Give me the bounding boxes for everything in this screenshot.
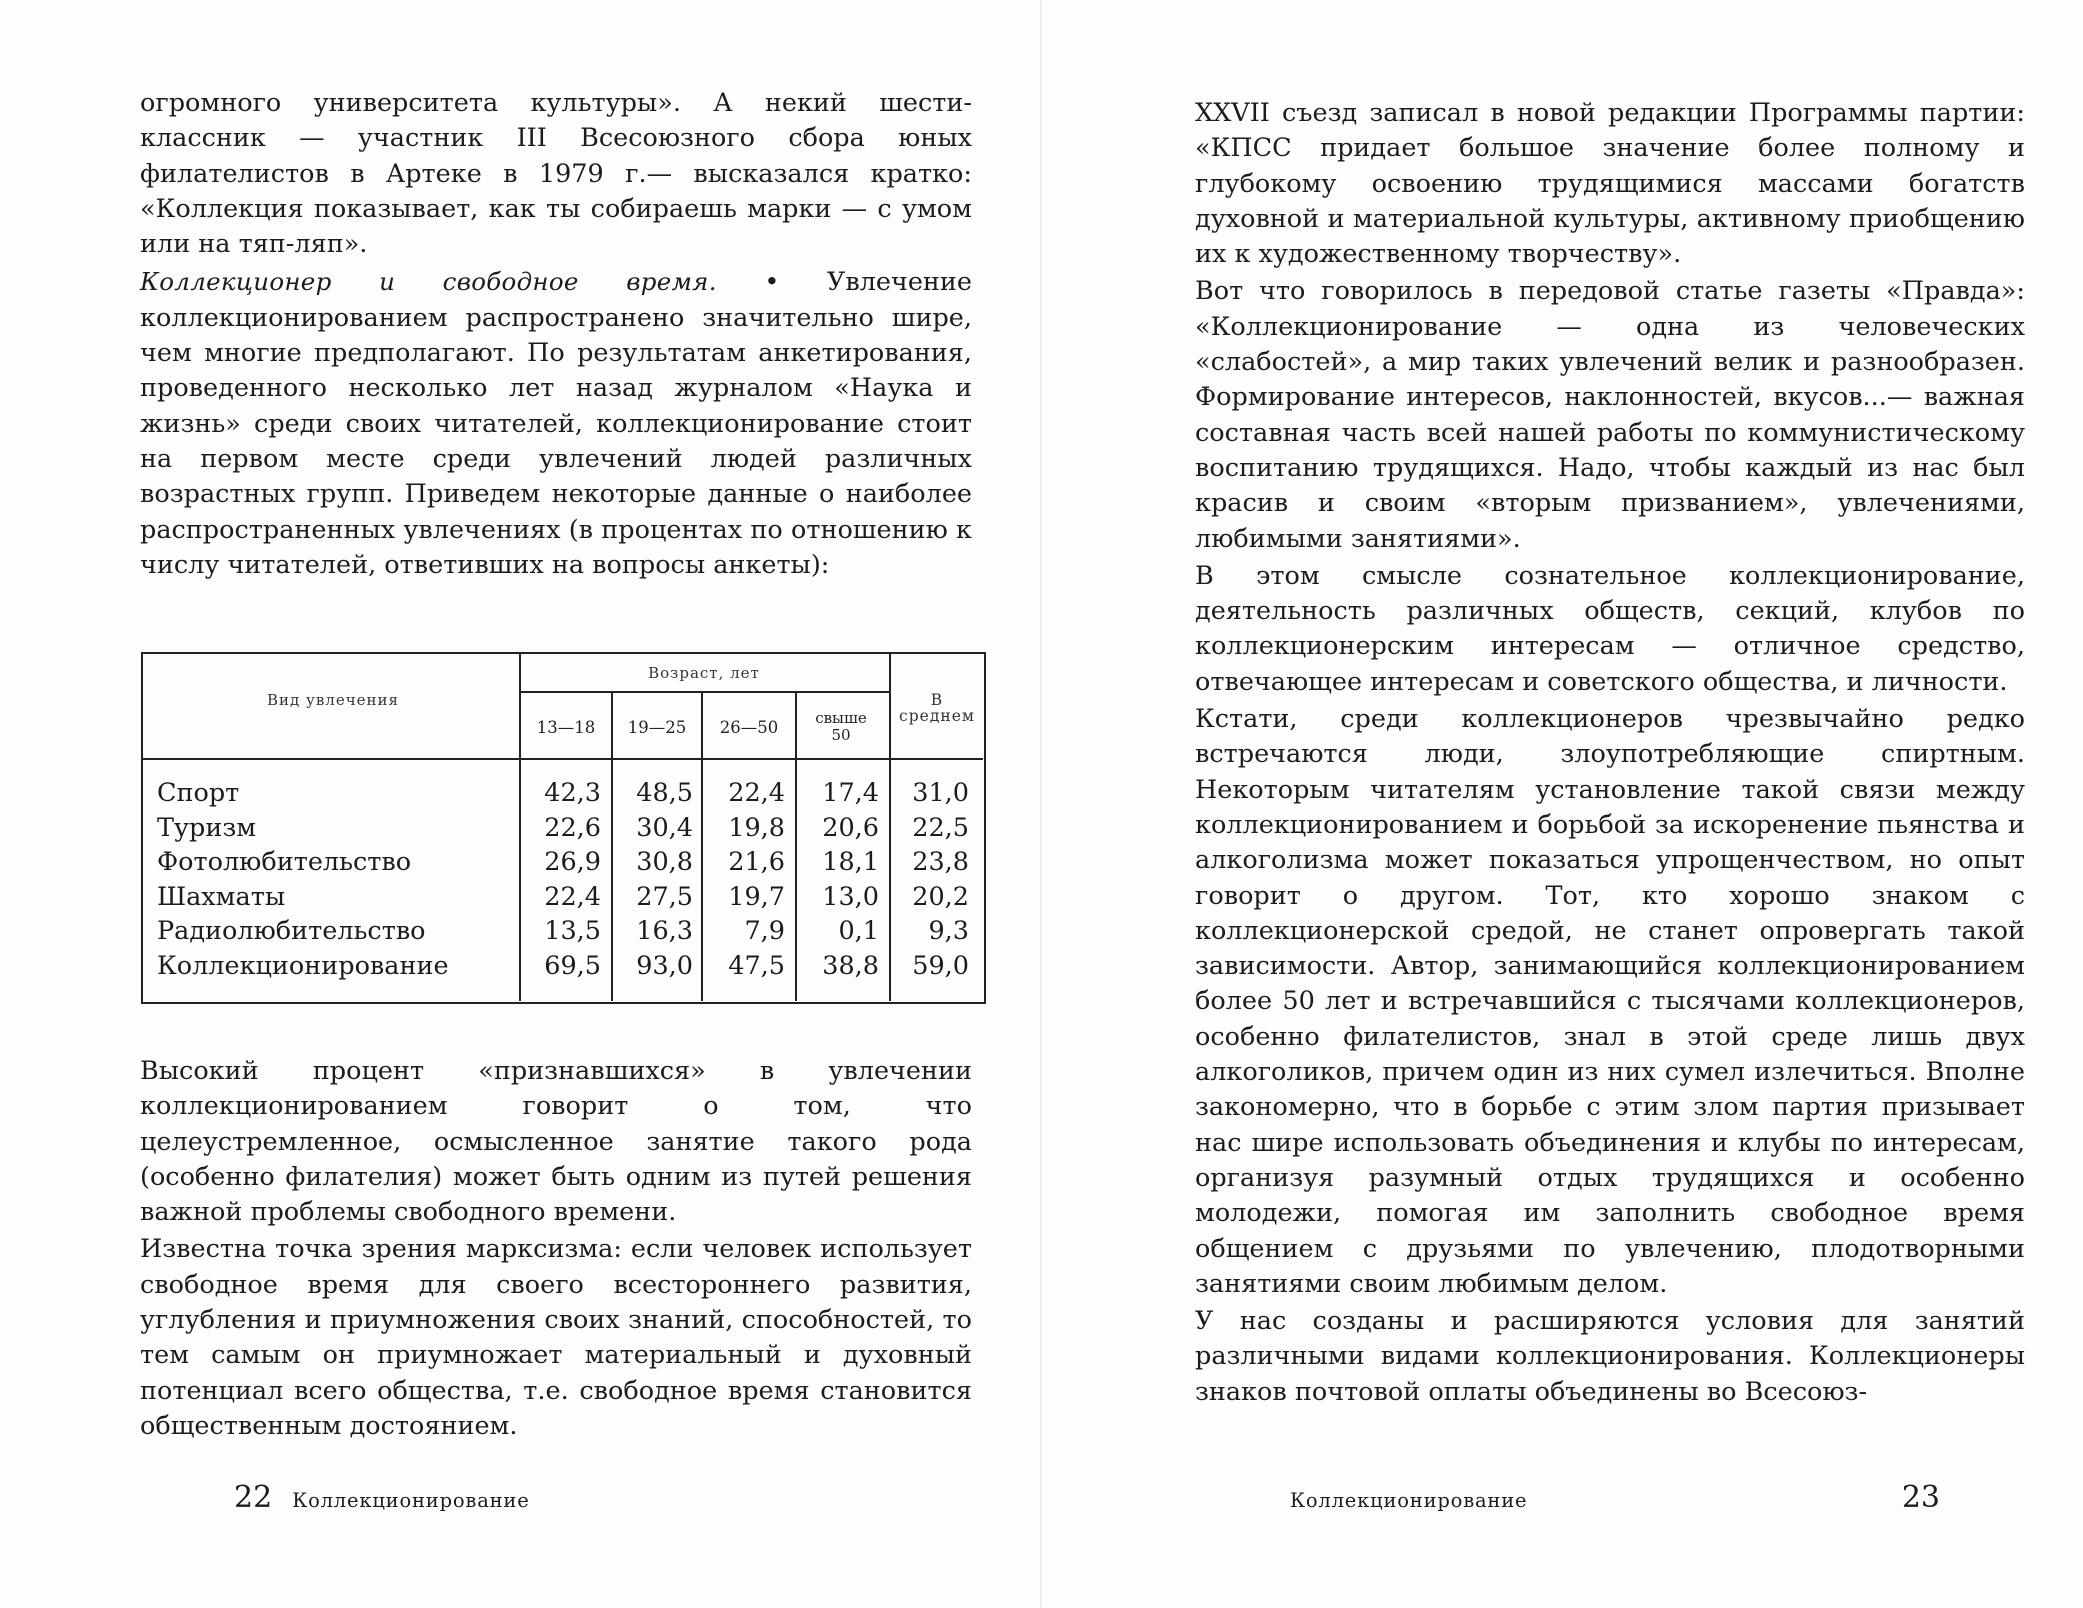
right-paragraph-3: В этом смысле сознательное коллекционирование, деятельность различных обществ, секций, клубов по коллекционерским интересам — отличное средство, отвечающее интересам и советского общества, и личности. — [1195, 560, 2025, 697]
section-lead-in: Коллекционер и свободное время. — [140, 267, 717, 297]
table-cell: 18,1 — [822, 847, 879, 878]
left-paragraph-2 — [140, 264, 972, 583]
right-page — [1042, 0, 2083, 1608]
row-label: Шахматы — [157, 881, 286, 912]
table-cell: 22,5 — [912, 812, 969, 843]
table-cell: 42,3 — [544, 778, 601, 808]
table-cell: 27,5 — [636, 881, 693, 912]
row-label: Радиолюбительство — [157, 916, 426, 947]
row-label: Фотолюбительство — [157, 847, 412, 878]
running-title-left: Коллекционирование — [292, 1489, 530, 1512]
header-age-group: 26—50 — [719, 718, 779, 737]
left-text-bottom — [140, 1054, 972, 1444]
header-average: В среднем — [899, 691, 975, 725]
table-cell: 16,3 — [636, 916, 693, 947]
header-age-group: 13—18 — [536, 718, 596, 737]
table-cell: 23,8 — [912, 847, 969, 878]
left-paragraph-3: Высокий процент «признавшихся» в увлечении коллекционированием говорит о том, что целеустремленное, осмысленное занятие такого рода (особенно филателия) может быть одним из путей решения важной проблемы свободного времени. — [140, 1056, 972, 1228]
table-cell: 59,0 — [912, 951, 969, 981]
left-text-top — [140, 86, 972, 583]
table-cell: 26,9 — [544, 847, 601, 878]
right-footer — [1290, 1481, 1940, 1518]
table-cell: 22,4 — [544, 881, 601, 912]
hobbies-table — [141, 652, 986, 1004]
left-paragraph-4: Известна точка зрения марксизма: если человек использует свободное время для своего всестороннего развития, углубления и приумножения своих знаний, способностей, то тем самым он приумножает материальный и духовный потенциал всего общества, т.е. свободное время становится общественным достоянием. — [140, 1234, 972, 1441]
bullet-mark: • — [764, 267, 780, 298]
table-cell: 30,8 — [636, 847, 693, 878]
header-age-group: свыше 50 — [815, 709, 867, 744]
right-paragraph-4: Кстати, среди коллекционеров чрезвычайно редко встречаются люди, злоупотребляющие спиртным. Некоторым читателям установление такой связи между коллекционированием и борьбой за искоренение пьянства и алкоголизма может показаться упрощенчеством, но опыт говорит о другом. Тот, кто хорошо знаком с коллекционерской средой, не станет опровергать такой зависимости. Автор, занимающийся коллекционированием более 50 лет и встречавшийся с тысячами коллекционеров, особенно филателистов, знал в этой среде лишь двух алкоголиков, причем один из них сумел излечиться. Вполне закономерно, что в борьбе с этим злом партия призывает нас шире использовать объединения и клубы по интересам, организуя разумный отдых трудящихся и особенно молодежи, помогая им заполнить свободное время общением с друзьями по увлечению, плодотворными занятиями своим любимым делом. — [1195, 704, 2025, 1299]
running-title-right: Коллекционирование — [1290, 1489, 1528, 1512]
page-number-left: 22 — [234, 1480, 273, 1515]
table-cell: 69,5 — [544, 951, 601, 981]
header-kind: Вид увлечения — [267, 691, 399, 709]
table-cell: 38,8 — [822, 951, 879, 981]
right-text — [1195, 96, 2025, 1410]
table-cell: 0,1 — [838, 916, 879, 947]
table-cell: 47,5 — [728, 951, 785, 981]
left-page — [0, 0, 1041, 1608]
page-number-right: 23 — [1901, 1480, 1940, 1515]
table-cell: 13,5 — [544, 916, 601, 947]
table-cell: 48,5 — [636, 778, 693, 808]
table-cell: 20,6 — [822, 812, 879, 843]
table-cell: 22,6 — [544, 812, 601, 843]
table-divider — [519, 691, 889, 693]
header-age-group: 19—25 — [627, 718, 687, 737]
row-label: Коллекционирование — [157, 951, 449, 981]
row-label: Туризм — [157, 812, 257, 843]
table-cell: 19,7 — [728, 881, 785, 912]
left-footer — [234, 1481, 530, 1518]
table-cell: 17,4 — [822, 778, 879, 808]
table-cell: 22,4 — [728, 778, 785, 808]
table-cell: 20,2 — [912, 881, 969, 912]
table-cell: 19,8 — [728, 812, 785, 843]
table-cell: 9,3 — [928, 916, 969, 947]
left-paragraph-2-body: Увлечение коллекционированием распространено значительно шире, чем многие предполагают. По результатам анкетирования, проведенного несколько лет назад журналом «Наука и жизнь» среди своих читателей, коллекционирование стоит на первом месте среди увлечений людей различных возрастных групп. Приведем некоторые данные о наиболее распространенных увлечениях (в процентах по отношению к числу читателей, ответивших на вопросы анкеты): — [140, 267, 973, 580]
right-paragraph-5: У нас созданы и расширяются условия для занятий различными видами коллекционирования. Коллекционеры знаков почтовой оплаты объединены во Всесоюз- — [1195, 1306, 2025, 1407]
table-cell: 30,4 — [636, 812, 693, 843]
row-label: Спорт — [157, 778, 240, 808]
header-age: Возраст, лет — [648, 664, 760, 682]
table-cell: 21,6 — [728, 847, 785, 878]
right-paragraph-1: XXVII съезд записал в новой редакции Программы партии: «КПСС придает большое значение более полному и глубокому освоению трудящимися массами богатств духовной и материальной культуры, активному приобщению их к художественному творчеству». — [1195, 98, 2025, 270]
table-cell: 7,9 — [744, 916, 785, 947]
right-paragraph-2: Вот что говорилось в передовой статье газеты «Правда»: «Коллекционирование — одна из человеческих «слабостей», а мир таких увлечений велик и разнообразен. Формирование интересов, наклонностей, вкусов...— важная составная часть всей нашей работы по коммунистическому воспитанию трудящихся. Надо, чтобы каждый из нас был красив и своим «вторым призванием», увлечениями, любимыми занятиями». — [1195, 276, 2025, 554]
table-cell: 31,0 — [912, 778, 969, 808]
table-divider — [143, 758, 983, 760]
table-cell: 93,0 — [636, 951, 693, 981]
table-cell: 13,0 — [822, 881, 879, 912]
left-paragraph-1: огромного университета культуры». А некий шести-классник — участник III Всесоюзного сбора юных филателистов в Артеке в 1979 г.— высказался кратко: «Коллекция показывает, как ты собираешь марки — с умом или на тяп-ляп». — [140, 88, 972, 260]
